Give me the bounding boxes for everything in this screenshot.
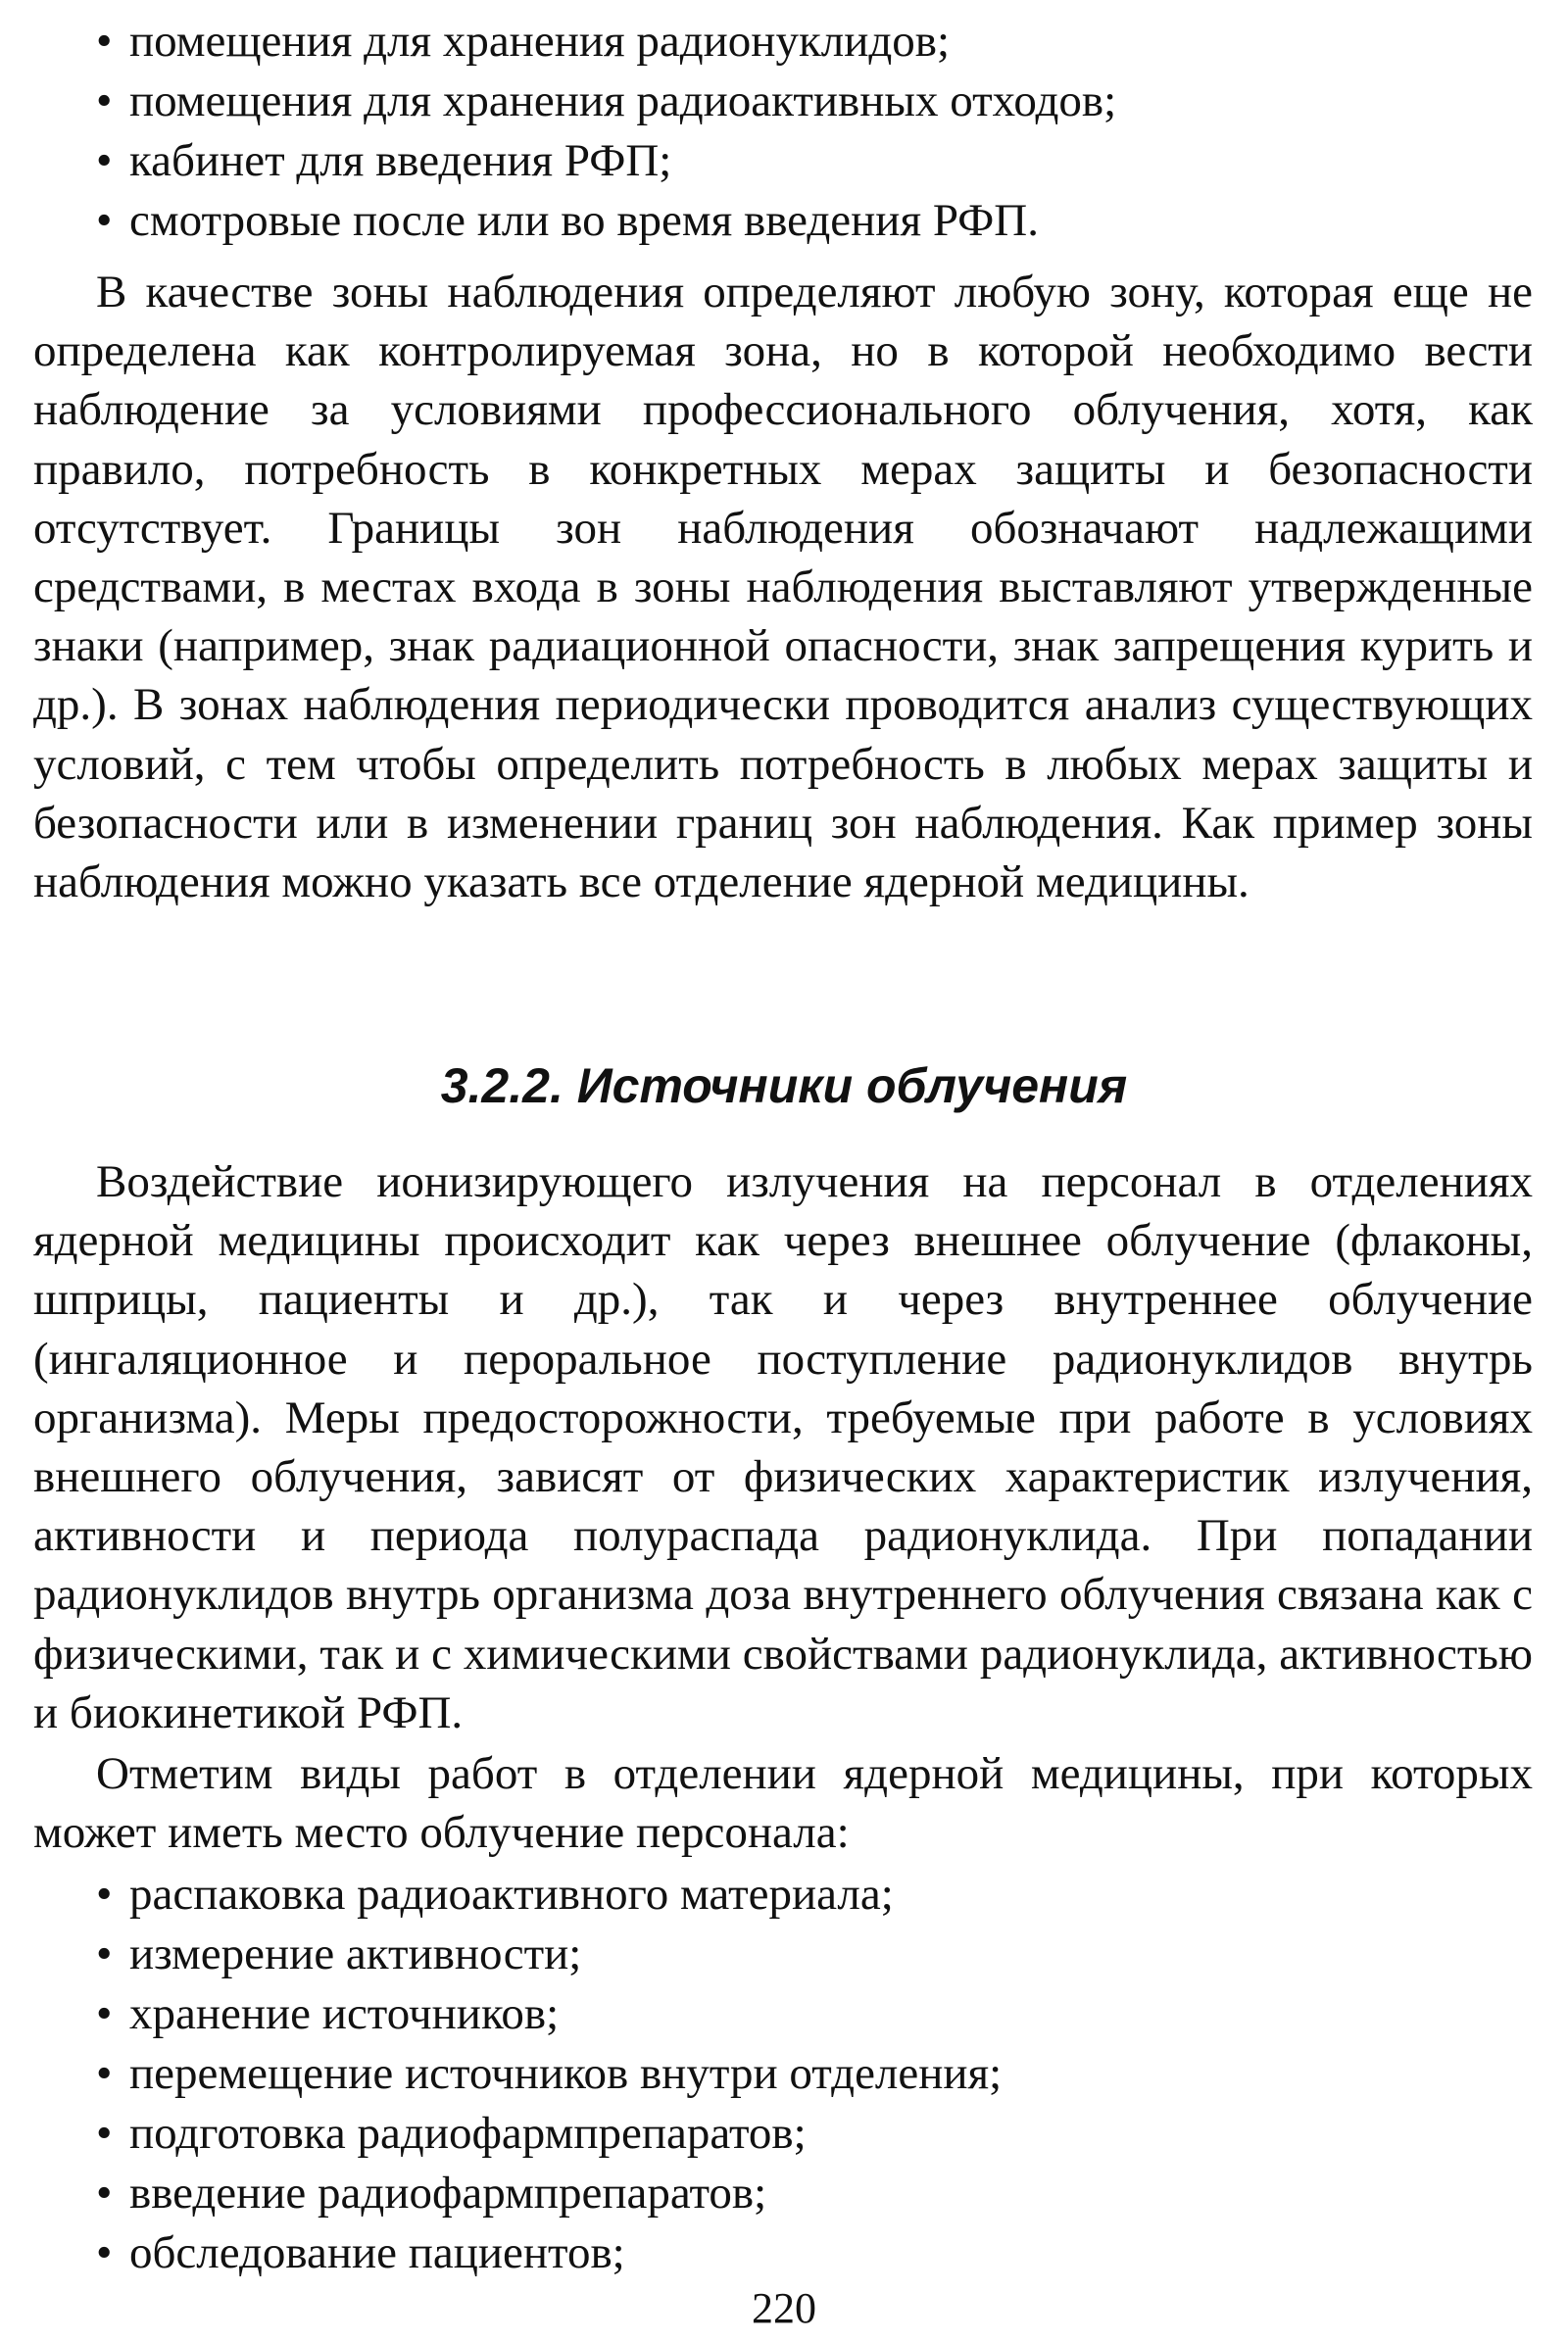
bullet-icon: • [96,1988,113,2039]
bullet-icon: • [96,2227,113,2278]
list-item: • обследование пациентов; [96,2223,1537,2283]
work-types-intro-paragraph: Отметим виды работ в отделении ядерной медицины, при которых может иметь место облучение персонала: [33,1748,1533,1859]
section-heading: 3.2.2. Источники облучения [440,1058,1128,1113]
bullet-icon: • [96,1928,113,1979]
bullet-icon: • [96,2168,113,2219]
list-item: • перемещение источников внутри отделения; [96,2044,1537,2104]
list-item: • подготовка радиофармпрепаратов; [96,2104,1537,2164]
radiation-sources-paragraph: Воздействие ионизирующего излучения на персонал в отделениях ядерной медицины происходит как через внешнее облучение (флаконы, шприцы, пациенты и др.), так и через внутреннее облучение (ингаляционное и пероральное поступление радионуклидов внутрь организма). Меры предосторожности, требуемые при работе в условиях внешнего облучения, зависят от физических характеристик излучения, активности и периода полураспада радионуклида. При попадании радионуклидов внутрь организма доза внутреннего облучения связана как с физическими, так и с химическими свойствами радионуклида, активностью и биокинетикой РФП. [33,1156,1533,1738]
observation-zone-paragraph: В качестве зоны наблюдения определяют любую зону, которая еще не определена как контролируемая зона, но в которой необходимо вести наблюдение за условиями профессионального облучения, хотя, как правило, потребность в конкретных мерах защиты и безопасности отсутствует. Границы зон наблюдения обозначают надлежащими средствами, в местах входа в зоны наблюдения выставляют утвержденные знаки (например, знак радиационной опасности, знак запрещения курить и др.). В зонах наблюдения периодически проводится анализ существующих условий, с тем чтобы определить потребность в любых мерах защиты и безопасности или в изменении границ зон наблюдения. Как пример зоны наблюдения можно указать все отделение ядерной медицины. [33,267,1533,908]
list-item: • введение радиофармпрепаратов; [96,2164,1537,2223]
bullet-icon: • [96,16,113,67]
bullet-icon: • [96,75,113,126]
facility-rooms-list [96,12,1537,251]
list-item: • измерение активности; [96,1925,1537,1984]
bullet-icon: • [96,135,113,186]
list-item: • смотровые после или во время введения РФП. [96,191,1537,251]
bullet-icon: • [96,2048,113,2099]
list-item: • кабинет для введения РФП; [96,131,1537,191]
work-types-list [96,1865,1537,2283]
list-item: • распаковка радиоактивного материала; [96,1865,1537,1925]
bullet-icon: • [96,1869,113,1920]
list-item: • помещения для хранения радионуклидов; [96,12,1537,72]
list-item: • помещения для хранения радиоактивных отходов; [96,72,1537,131]
list-item: • хранение источников; [96,1984,1537,2044]
bullet-icon: • [96,2108,113,2159]
page-number: 220 [752,2284,816,2332]
bullet-icon: • [96,195,113,246]
